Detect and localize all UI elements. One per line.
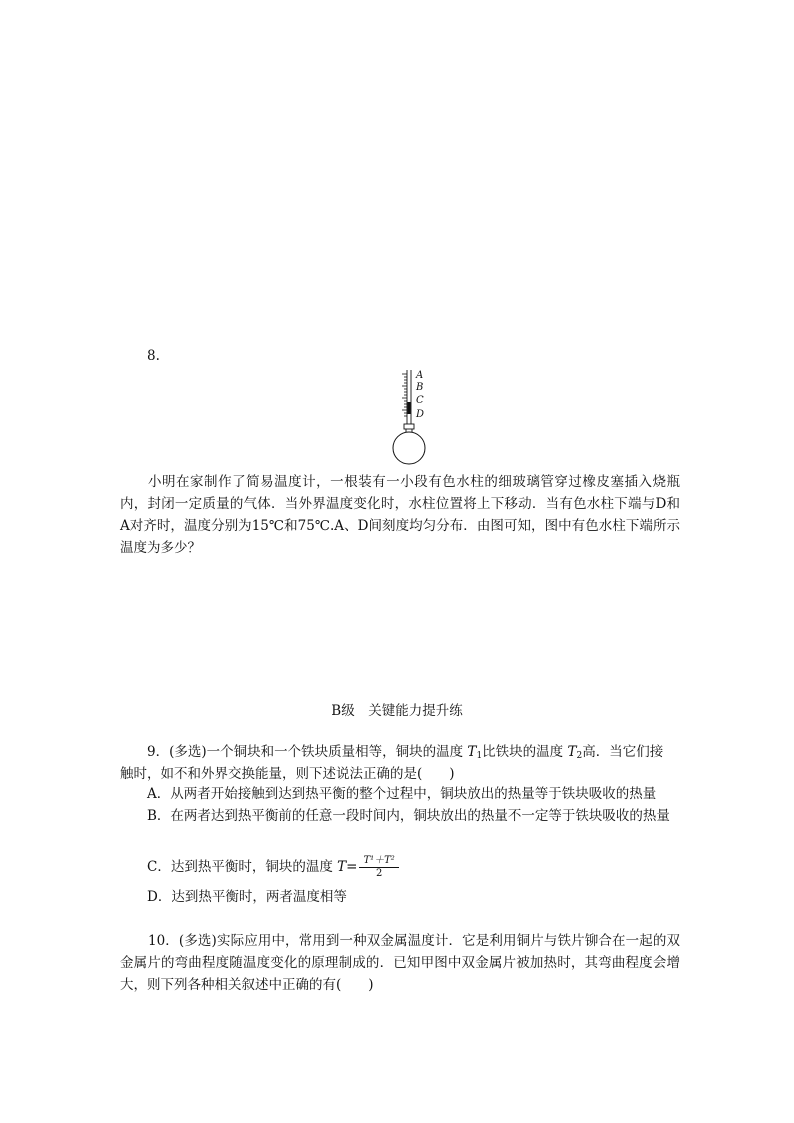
- question-9-option-a: A．从两者开始接触到达到热平衡的整个过程中，铜块放出的热量等于铁块吸收的热量: [147, 786, 657, 802]
- label-a: A: [416, 370, 424, 381]
- question-9-option-c: C．达到热平衡时，铜块的温度 T= $\frac{\text{T¹＋T²}}{2}$: [147, 852, 399, 882]
- question-9-stem-line1: 9．(多选)一个铜块和一个铁块质量相等，铜块的温度 $T_1$比铁块的温度 $T_2$高．当它们接: [147, 744, 664, 761]
- label-d: D: [416, 409, 425, 420]
- question-8-text: 小明在家制作了简易温度计，一根装有一小段有色水柱的细玻璃管穿过橡皮塞插入烧瓶内，封闭一定质量的气体．当外界温度变化时，水柱位置将上下移动．当有色水柱下端与D和A对齐时，温度分别为15℃和75℃.A、D间刻度均匀分布．由图可知，图中有色水柱下端所示温度为多少？: [120, 474, 680, 556]
- label-b: B: [416, 382, 424, 393]
- section-title: B级 关键能力提升练: [331, 703, 463, 719]
- flask-bulb: [393, 432, 425, 464]
- fraction: $\frac{\text{T¹＋T²}}{2}$: [359, 855, 398, 880]
- label-c: C: [416, 395, 424, 406]
- scale-ticks: [402, 374, 407, 416]
- question-8-number: 8.: [147, 348, 160, 364]
- flask-thermometer-figure: [385, 368, 435, 468]
- water-column: [408, 402, 411, 414]
- rubber-stopper: [404, 424, 414, 429]
- question-10-text: 10．(多选)实际应用中，常用到一种双金属温度计．它是利用铜片与铁片铆合在一起的双金属片的弯曲程度随温度变化的原理制成的．已知甲图中双金属片被加热时，其弯曲程度会增大，则下列各种相关叙述中正确的有( ): [120, 933, 680, 993]
- question-9-option-b: B．在两者达到热平衡前的任意一段时间内，铜块放出的热量不一定等于铁块吸收的热量: [147, 808, 670, 824]
- question-9-stem-line2: 触时，如不和外界交换能量，则下述说法正确的是( ): [120, 766, 455, 782]
- question-9-option-d: D．达到热平衡时，两者温度相等: [147, 889, 347, 905]
